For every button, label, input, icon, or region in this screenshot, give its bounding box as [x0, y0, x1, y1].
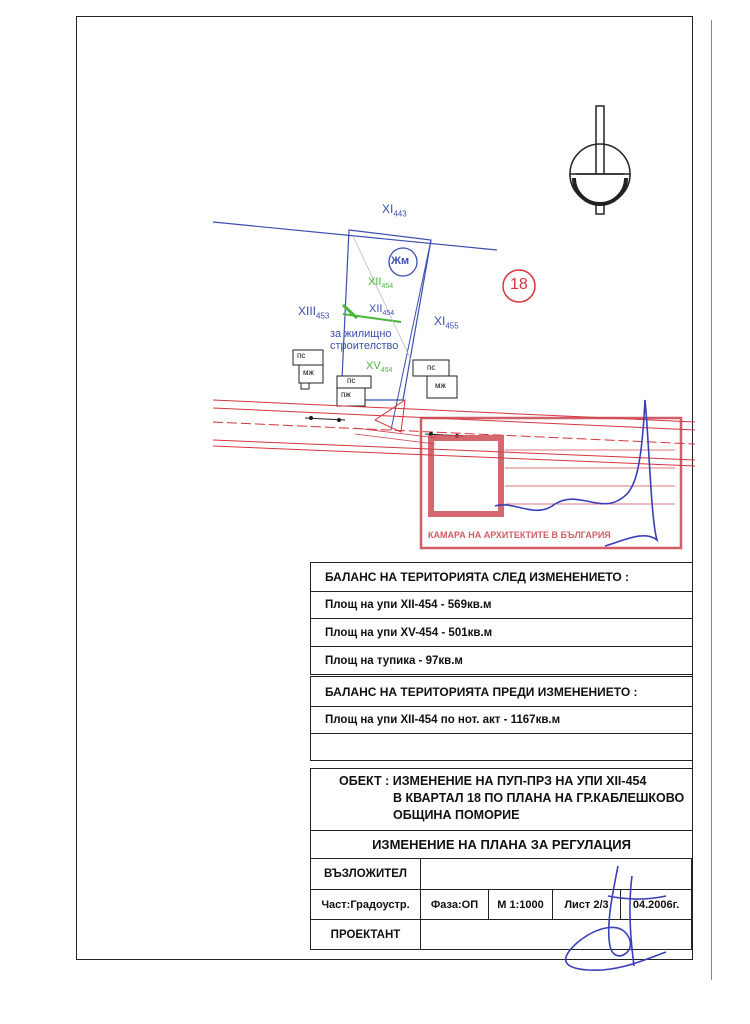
plan-name: ИЗМЕНЕНИЕ НА ПЛАНА ЗА РЕГУЛАЦИЯ [311, 831, 692, 859]
date-cell: 04.2006г. [621, 890, 692, 919]
lot-label-main: $XII_{454}$ [369, 303, 395, 318]
building-label: пс [297, 351, 306, 360]
balance-after-table [310, 562, 692, 675]
object-line: ОБЩИНА ПОМОРИЕ [393, 808, 520, 822]
designer-label: ПРОЕКТАНТ [311, 920, 421, 949]
designer-signature [548, 856, 678, 976]
street-line-4 [213, 446, 695, 466]
lot-label-main-green: $XII_{454}$ [368, 276, 394, 291]
lot-label-new-green: $XV_{454}$ [366, 360, 393, 375]
margin-line [711, 20, 712, 980]
balance-after-row: Площ на упи XII-454 - 569кв.м [311, 592, 692, 619]
sheet-cell: Лист 2/3 [553, 890, 621, 919]
building-label: мж [303, 368, 314, 377]
balance-after-row: Площ на упи XV-454 - 501кв.м [311, 619, 692, 647]
object-line: В КВАРТАЛ 18 ПО ПЛАНА НА ГР.КАБЛЕШКОВО [393, 791, 685, 805]
balance-before-title: БАЛАНС НА ТЕРИТОРИЯТА ПРЕДИ ИЗМЕНЕНИЕТО : [311, 677, 692, 707]
block-number: 18 [510, 276, 528, 293]
phase-cell: Фаза:ОП [421, 890, 489, 919]
scale-cell: М 1:1000 [489, 890, 553, 919]
building-label: пс [347, 376, 356, 385]
lot-label-left: $XIII_{453}$ [298, 304, 330, 321]
boundary-line-north [213, 222, 497, 250]
object-description [311, 769, 692, 831]
building-label: пж [341, 390, 351, 399]
balance-after-row: Площ на тупика - 97кв.м [311, 647, 692, 675]
balance-before-table [310, 676, 692, 761]
balance-after-title: БАЛАНС НА ТЕРИТОРИЯТА СЛЕД ИЗМЕНЕНИЕТО : [311, 563, 692, 592]
zone-code: Жм [391, 255, 410, 267]
client-label: ВЪЗЛОЖИТЕЛ [311, 859, 421, 889]
object-line: ОБЕКТ : ИЗМЕНЕНИЕ НА ПУП-ПРЗ НА УПИ XII-454 [339, 774, 647, 788]
stamp-caption: КАМАРА НА АРХИТЕКТИТЕ В БЪЛГАРИЯ [428, 530, 611, 540]
building-label: мж [435, 381, 446, 390]
part-cell: Част:Градоустр. [311, 890, 421, 919]
street-arrow-left [305, 416, 345, 421]
building-label: пс [427, 363, 436, 372]
balance-before-row: Площ на упи XII-454 по нот. акт - 1167кв.м [311, 707, 692, 734]
balance-before-row [311, 734, 692, 761]
lot-label-north: $XI_{443}$ [382, 202, 407, 219]
purpose-label: за жилищно строителство [330, 328, 399, 352]
lot-label-right: $XI_{455}$ [434, 314, 459, 331]
